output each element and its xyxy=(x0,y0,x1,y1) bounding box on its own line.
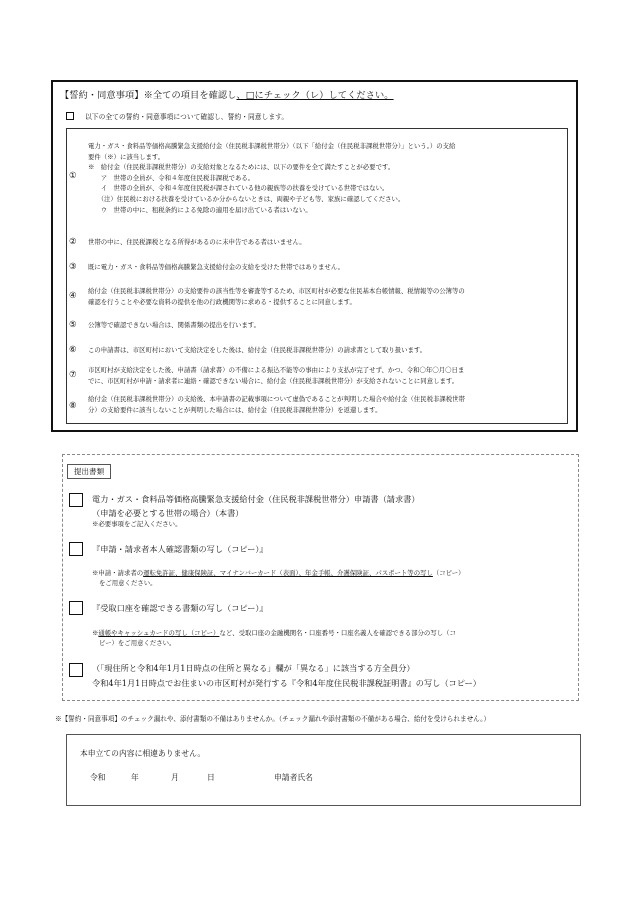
agree-all-row[interactable] xyxy=(66,111,288,121)
item-number: ① xyxy=(69,171,77,181)
item-number: ⑥ xyxy=(69,345,77,355)
doc2-note-underlined: 運転免許証、健康保険証、マイナンバーカード（表面）、年金手帳、介護保険証、パスポート等の写し xyxy=(143,569,433,577)
date-day: 日 xyxy=(207,773,215,782)
day-field[interactable] xyxy=(186,772,206,783)
doc2-note2: をご用意ください。 xyxy=(99,579,157,587)
doc2-checkbox[interactable] xyxy=(69,542,83,556)
doc3-note xyxy=(92,629,456,639)
item-2-text: 世帯の中に、住民税課税となる所得があるのに未申告である者はいません。 xyxy=(88,238,306,246)
item-8-text xyxy=(88,394,465,415)
doc3-note-suffix: など、受取口座の金融機関名・口座番号・口座名義人を確認できる部分の写し（コ xyxy=(219,629,456,637)
doc2-note-prefix: ※申請・請求者の xyxy=(92,569,144,577)
item-8-line: 給付金（住民税非課税世帯分）の支給後、本申請書の記載事項について虚偽であることが判明した場合や給付金（住民税非課税世帯 xyxy=(88,395,465,403)
doc4-line2: 令和4年1月1日時点でお住まいの市区町村が発行する『令和4年度住民税非課税証明書』の写し（コピー） xyxy=(92,678,481,688)
item-3-text: 既に電力・ガス・食料品等価格高騰緊急支援給付金の支給を受けた世帯ではありません。 xyxy=(88,263,345,271)
pledge-instruction-underlined: 、□にチェック（レ）してください。 xyxy=(236,90,394,101)
item-8-line: 分）の支給要件に該当しないことが判明した場合には、給付金（住民税非課税世帯分）を返還します。 xyxy=(88,405,382,414)
doc1-checkbox[interactable] xyxy=(69,493,83,507)
doc2-title: 『申請・請求者本人確認書類の写し（コピー）』 xyxy=(92,544,268,554)
item-7-line: でに、市区町村が申請・請求者に連絡・確認できない場合に、給付金（住民税非課税世帯分）が支給されないことに同意します。 xyxy=(88,376,459,385)
item-number: ⑧ xyxy=(69,401,77,411)
item-1-line: ア 世帯の全員が、令和４年度住民税非課税である。 xyxy=(88,173,255,182)
item-4-text xyxy=(88,286,465,307)
submission-label: 提出書類 xyxy=(67,464,111,479)
item-1-text xyxy=(88,141,455,215)
agree-all-checkbox[interactable] xyxy=(66,112,74,120)
doc3-checkbox[interactable] xyxy=(69,601,83,615)
doc1-line2: （申請を必要とする世帯の場合）（本書） xyxy=(92,508,244,518)
doc3-title: 『受取口座を確認できる書類の写し（コピー）』 xyxy=(92,603,268,613)
item-number: ④ xyxy=(69,291,77,301)
date-year: 年 xyxy=(131,773,139,782)
item-7-line: 市区町村が支給決定をした後、申請書（請求書）の不備による振込不能等の事由により支払が完了せず、かつ、令和〇年〇月〇日ま xyxy=(88,366,465,374)
date-month: 月 xyxy=(171,773,179,782)
doc3-note2: ピー）をご用意ください。 xyxy=(99,639,176,647)
item-4-line: 確認を行うことや必要な資料の提供を他の行政機関等に求める・提供することに同意します。 xyxy=(88,297,356,306)
item-1-line: （注）住民税における扶養を受けているか分からないときは、両親や子ども等、家族に確認してください。 xyxy=(88,194,405,203)
item-1-line: ※ 給付金（住民税非課税世帯分）の支給対象となるためには、以下の要件を全て満たすことが必要です。 xyxy=(88,163,395,172)
checklist-warning: ※【誓約・同意事項】のチェック漏れや、添付書類の不備はありませんか。（チェック漏れや添付書類の不備がある場合、給付を受けられません。） xyxy=(55,715,491,723)
doc2-note xyxy=(92,569,465,579)
item-number: ⑤ xyxy=(69,320,77,330)
doc3-note-prefix: ※ xyxy=(92,629,99,637)
item-number: ③ xyxy=(69,262,77,272)
item-1-line: ウ 世帯の中に、租税条約による免除の適用を届け出ている者はいない。 xyxy=(88,205,312,214)
date-era: 令和 xyxy=(90,773,106,782)
pledge-heading xyxy=(60,87,394,101)
pledge-instruction: ※全ての項目を確認し xyxy=(143,90,237,101)
item-7-text xyxy=(88,365,464,386)
item-number: ② xyxy=(69,237,77,247)
item-1-line: 要件（※）に該当します。 xyxy=(88,152,165,161)
doc1-line1: 電力・ガス・食料品等価格高騰緊急支援給付金（住民税非課税世帯分）申請書（請求書） xyxy=(92,494,420,504)
item-6-text: この申請書は、市区町村において支給決定をした後は、給付金（住民税非課税世帯分）の請求書として取り扱います。 xyxy=(88,346,427,354)
pledge-title: 【誓約・同意事項】 xyxy=(60,90,144,101)
month-field[interactable] xyxy=(150,772,170,783)
doc4-checkbox[interactable] xyxy=(69,663,83,677)
pledge-items-box xyxy=(66,128,568,424)
item-1-line: イ 世帯の全員が、令和４年度住民税が課されている他の親族等の扶養を受けている世帯ではない。 xyxy=(88,184,389,193)
agree-all-label: 以下の全ての誓約・同意事項について確認し、誓約・同意します。 xyxy=(85,113,289,121)
doc2-note-suffix: （コピー） xyxy=(432,569,465,577)
item-1-line: 電力・ガス・食料品等価格高騰緊急支援給付金（住民税非課税世帯分）（以下「給付金（住民税非課税世帯分）」という。）の支給 xyxy=(88,142,456,150)
item-4-line: 給付金（住民税非課税世帯分）の支給要件の該当性等を審査等するため、市区町村が必要な住民基本台帳情報、税情報等の公簿等の xyxy=(88,287,465,295)
doc1-note: ※必要事項をご記入ください。 xyxy=(92,520,182,528)
item-5-text: 公簿等で確認できない場合は、関係書類の提出を行います。 xyxy=(88,321,261,329)
declaration-statement: 本申立ての内容に相違ありません。 xyxy=(80,749,206,758)
doc3-note-underlined: 通帳やキャッシュカードの写し（コピー） xyxy=(98,629,220,637)
applicant-name-label: 申請者氏名 xyxy=(274,773,313,782)
applicant-name-field[interactable] xyxy=(330,770,550,784)
item-number: ⑦ xyxy=(69,370,77,380)
doc4-line1: （「現住所と令和4年1月1日時点の住所と異なる」欄が「異なる」に該当する方全員分） xyxy=(92,663,415,673)
